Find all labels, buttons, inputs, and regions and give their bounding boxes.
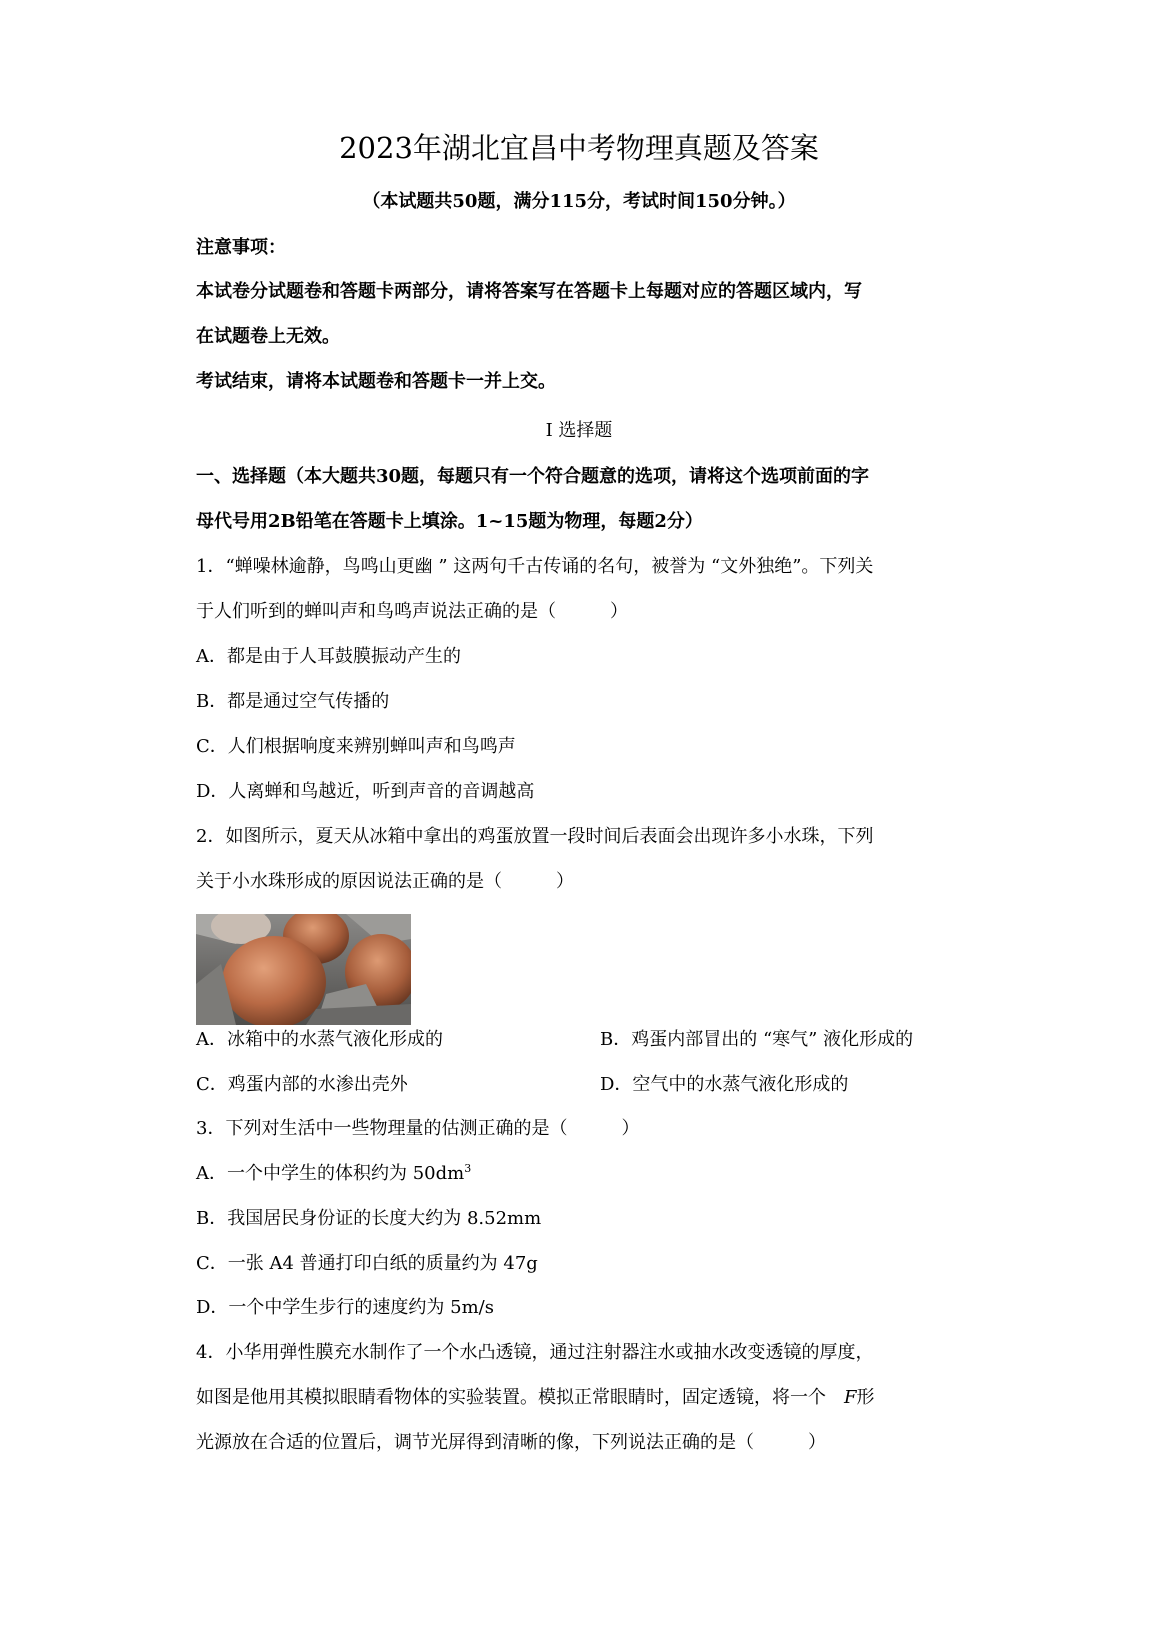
q3-option-b: B．我国居民身份证的长度大约为 8.52mm <box>196 1208 542 1229</box>
q4-stem-2-suffix: 形 <box>856 1387 875 1408</box>
part1-instructions-1: 一、选择题（本大题共30题，每题只有一个符合题意的选项，请将这个选项前面的字 <box>196 466 870 487</box>
q2-option-c: C．鸡蛋内部的水渗出壳外 <box>196 1074 408 1095</box>
q2-stem-2: 关于小水珠形成的原因说法正确的是（ ） <box>196 871 574 892</box>
eggs-photo-illustration <box>196 914 411 1025</box>
q4-stem-3: 光源放在合适的位置后，调节光屏得到清晰的像，下列说法正确的是（ ） <box>196 1432 826 1453</box>
q1-option-b: B．都是通过空气传播的 <box>196 691 390 712</box>
eggs-photo <box>196 914 411 1025</box>
q1-stem-1: 1．“蝉噪林逾静，鸟鸣山更幽 ” 这两句千古传诵的名句，被誉为 “文外独绝”。下列关 <box>196 556 874 577</box>
q1-stem-2: 于人们听到的蝉叫声和鸟鸣声说法正确的是（ ） <box>196 601 628 622</box>
q1-option-c: C．人们根据响度来辨别蝉叫声和鸟鸣声 <box>196 736 516 757</box>
part1-instructions-2: 母代号用2B铅笔在答题卡上填涂。1~15题为物理，每题2分） <box>196 511 703 532</box>
exam-info: （本试题共50题，满分115分，考试时间150分钟。） <box>362 191 796 212</box>
q2-option-a: A．冰箱中的水蒸气液化形成的 <box>196 1029 443 1050</box>
q3-option-c: C．一张 A4 普通打印白纸的质量约为 47g <box>196 1253 538 1274</box>
q4-stem-1: 4．小华用弹性膜充水制作了一个水凸透镜，通过注射器注水或抽水改变透镜的厚度， <box>196 1342 874 1363</box>
q4-stem-2-text: 如图是他用其模拟眼睛看物体的实验装置。模拟正常眼睛时，固定透镜，将一个 <box>196 1387 844 1408</box>
q3-option-a-superscript: 3 <box>464 1162 472 1175</box>
q3-stem: 3．下列对生活中一些物理量的估测正确的是（ ） <box>196 1118 640 1139</box>
q3-option-a-text: A．一个中学生的体积约为 50dm <box>196 1163 465 1184</box>
notice-heading: 注意事项： <box>196 237 286 258</box>
page-title: 2023年湖北宜昌中考物理真题及答案 <box>339 131 819 165</box>
q3-option-a <box>196 1162 471 1186</box>
section-title: I 选择题 <box>545 420 613 441</box>
notice-line-3: 考试结束，请将本试题卷和答题卡一并上交。 <box>196 371 556 392</box>
q1-option-a: A．都是由于人耳鼓膜振动产生的 <box>196 646 461 667</box>
notice-line-2: 在试题卷上无效。 <box>196 326 340 347</box>
notice-line-1: 本试卷分试题卷和答题卡两部分，请将答案写在答题卡上每题对应的答题区域内，写 <box>196 281 862 302</box>
q4-stem-2 <box>196 1386 875 1410</box>
q2-option-d: D．空气中的水蒸气液化形成的 <box>600 1074 849 1095</box>
q1-option-d: D．人离蝉和鸟越近，听到声音的音调越高 <box>196 781 535 802</box>
q3-option-d: D．一个中学生步行的速度约为 5m/s <box>196 1297 494 1318</box>
q2-option-b: B．鸡蛋内部冒出的 “寒气” 液化形成的 <box>600 1029 914 1050</box>
q4-stem-2-letter: F <box>844 1387 857 1408</box>
q2-stem-1: 2．如图所示，夏天从冰箱中拿出的鸡蛋放置一段时间后表面会出现许多小水珠，下列 <box>196 826 874 847</box>
